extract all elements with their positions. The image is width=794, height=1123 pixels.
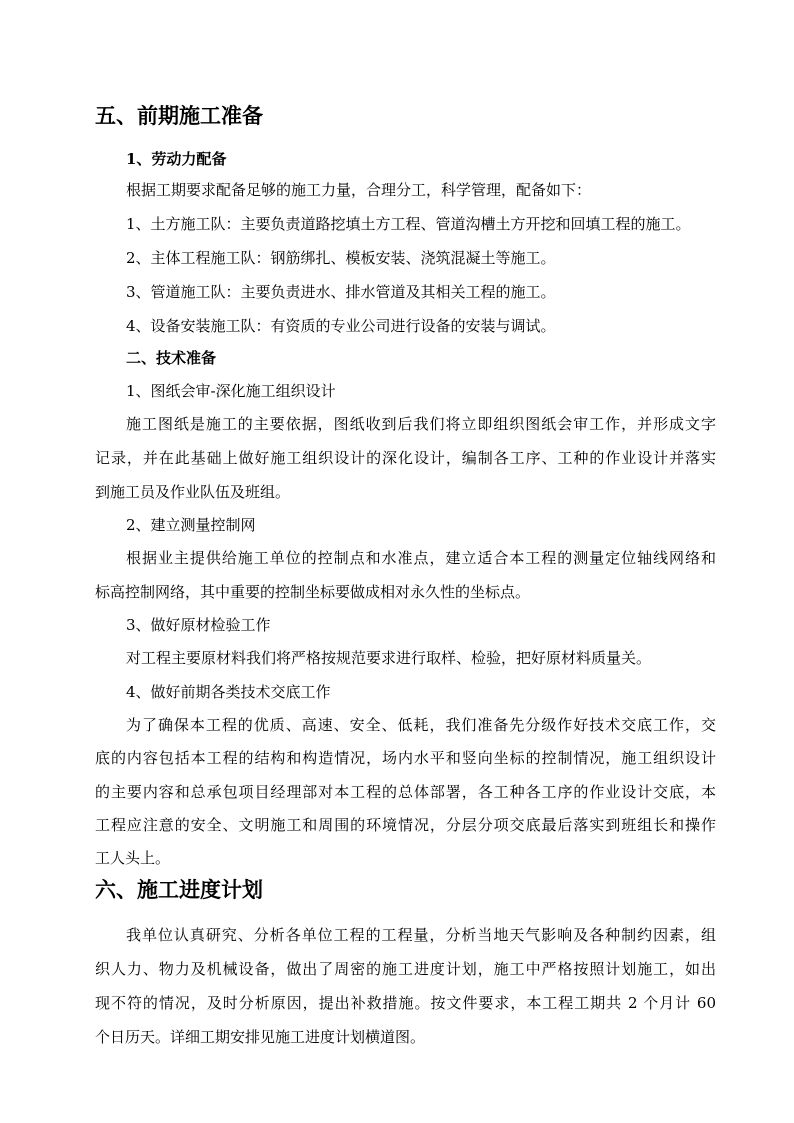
section-6-title: 六、施工进度计划 (95, 877, 263, 902)
tech-s4-line-4: 工程应注意的安全、文明施工和周围的环境情况，分层分项交底最后落实到班组长和操作 (95, 816, 716, 834)
schedule-line-3: 现不符的情况，及时分析原因，提出补救措施。按文件要求，本工程工期共 2 个月计 60 (95, 994, 716, 1012)
tech-s3-title: 3、做好原材检验工作 (126, 616, 271, 634)
labor-item-2: 2、主体工程施工队：钢筋绑扎、模板安装、浇筑混凝土等施工。 (126, 249, 556, 267)
labor-intro: 根据工期要求配备足够的施工力量，合理分工，科学管理，配备如下： (126, 181, 592, 199)
schedule-line-4: 个日历天。详细工期安排见施工进度计划横道图。 (95, 1028, 426, 1046)
labor-heading: 1、劳动力配备 (126, 150, 227, 168)
tech-s4-line-2: 底的内容包括本工程的结构和构造情况，场内水平和竖向坐标的控制情况，施工组织设计 (95, 749, 716, 767)
tech-s1-line-2: 记录，并在此基础上做好施工组织设计的深化设计，编制各工序、工种的作业设计并落实 (95, 449, 716, 467)
schedule-line-1: 我单位认真研究、分析各单位工程的工程量，分析当地天气影响及各种制约因素，组 (126, 926, 716, 944)
tech-s4-line-5: 工人头上。 (95, 849, 171, 867)
tech-s4-line-1: 为了确保本工程的优质、高速、安全、低耗，我们准备先分级作好技术交底工作，交 (126, 716, 716, 734)
tech-heading: 二、技术准备 (126, 349, 217, 367)
tech-s3-line-1: 对工程主要原材料我们将严格按规范要求进行取样、检验，把好原材料质量关。 (126, 649, 652, 667)
tech-s1-title: 1、图纸会审-深化施工组织设计 (126, 382, 336, 400)
section-5-title: 五、前期施工准备 (95, 103, 263, 128)
tech-s1-line-3: 到施工员及作业队伍及班组。 (95, 483, 291, 501)
labor-item-4: 4、设备安装施工队：有资质的专业公司进行设备的安装与调试。 (126, 317, 556, 335)
tech-s2-line-1: 根据业主提供给施工单位的控制点和水准点，建立适合本工程的测量定位轴线网络和 (126, 549, 716, 567)
schedule-line-2: 织人力、物力及机械设备，做出了周密的施工进度计划，施工中严格按照计划施工，如出 (95, 960, 716, 978)
tech-s2-line-2: 标高控制网络，其中重要的控制坐标要做成相对永久性的坐标点。 (95, 583, 531, 601)
tech-s4-title: 4、做好前期各类技术交底工作 (126, 683, 331, 701)
tech-s2-title: 2、建立测量控制网 (126, 516, 256, 534)
tech-s1-line-1: 施工图纸是施工的主要依据，图纸收到后我们将立即组织图纸会审工作，并形成文字 (126, 415, 716, 433)
labor-item-3: 3、管道施工队：主要负责进水、排水管道及其相关工程的施工。 (126, 283, 556, 301)
labor-item-1: 1、土方施工队：主要负责道路挖填土方工程、管道沟槽土方开挖和回填工程的施工。 (126, 215, 691, 233)
tech-s4-line-3: 的主要内容和总承包项目经理部对本工程的总体部署，各工种各工序的作业设计交底，本 (95, 783, 716, 801)
